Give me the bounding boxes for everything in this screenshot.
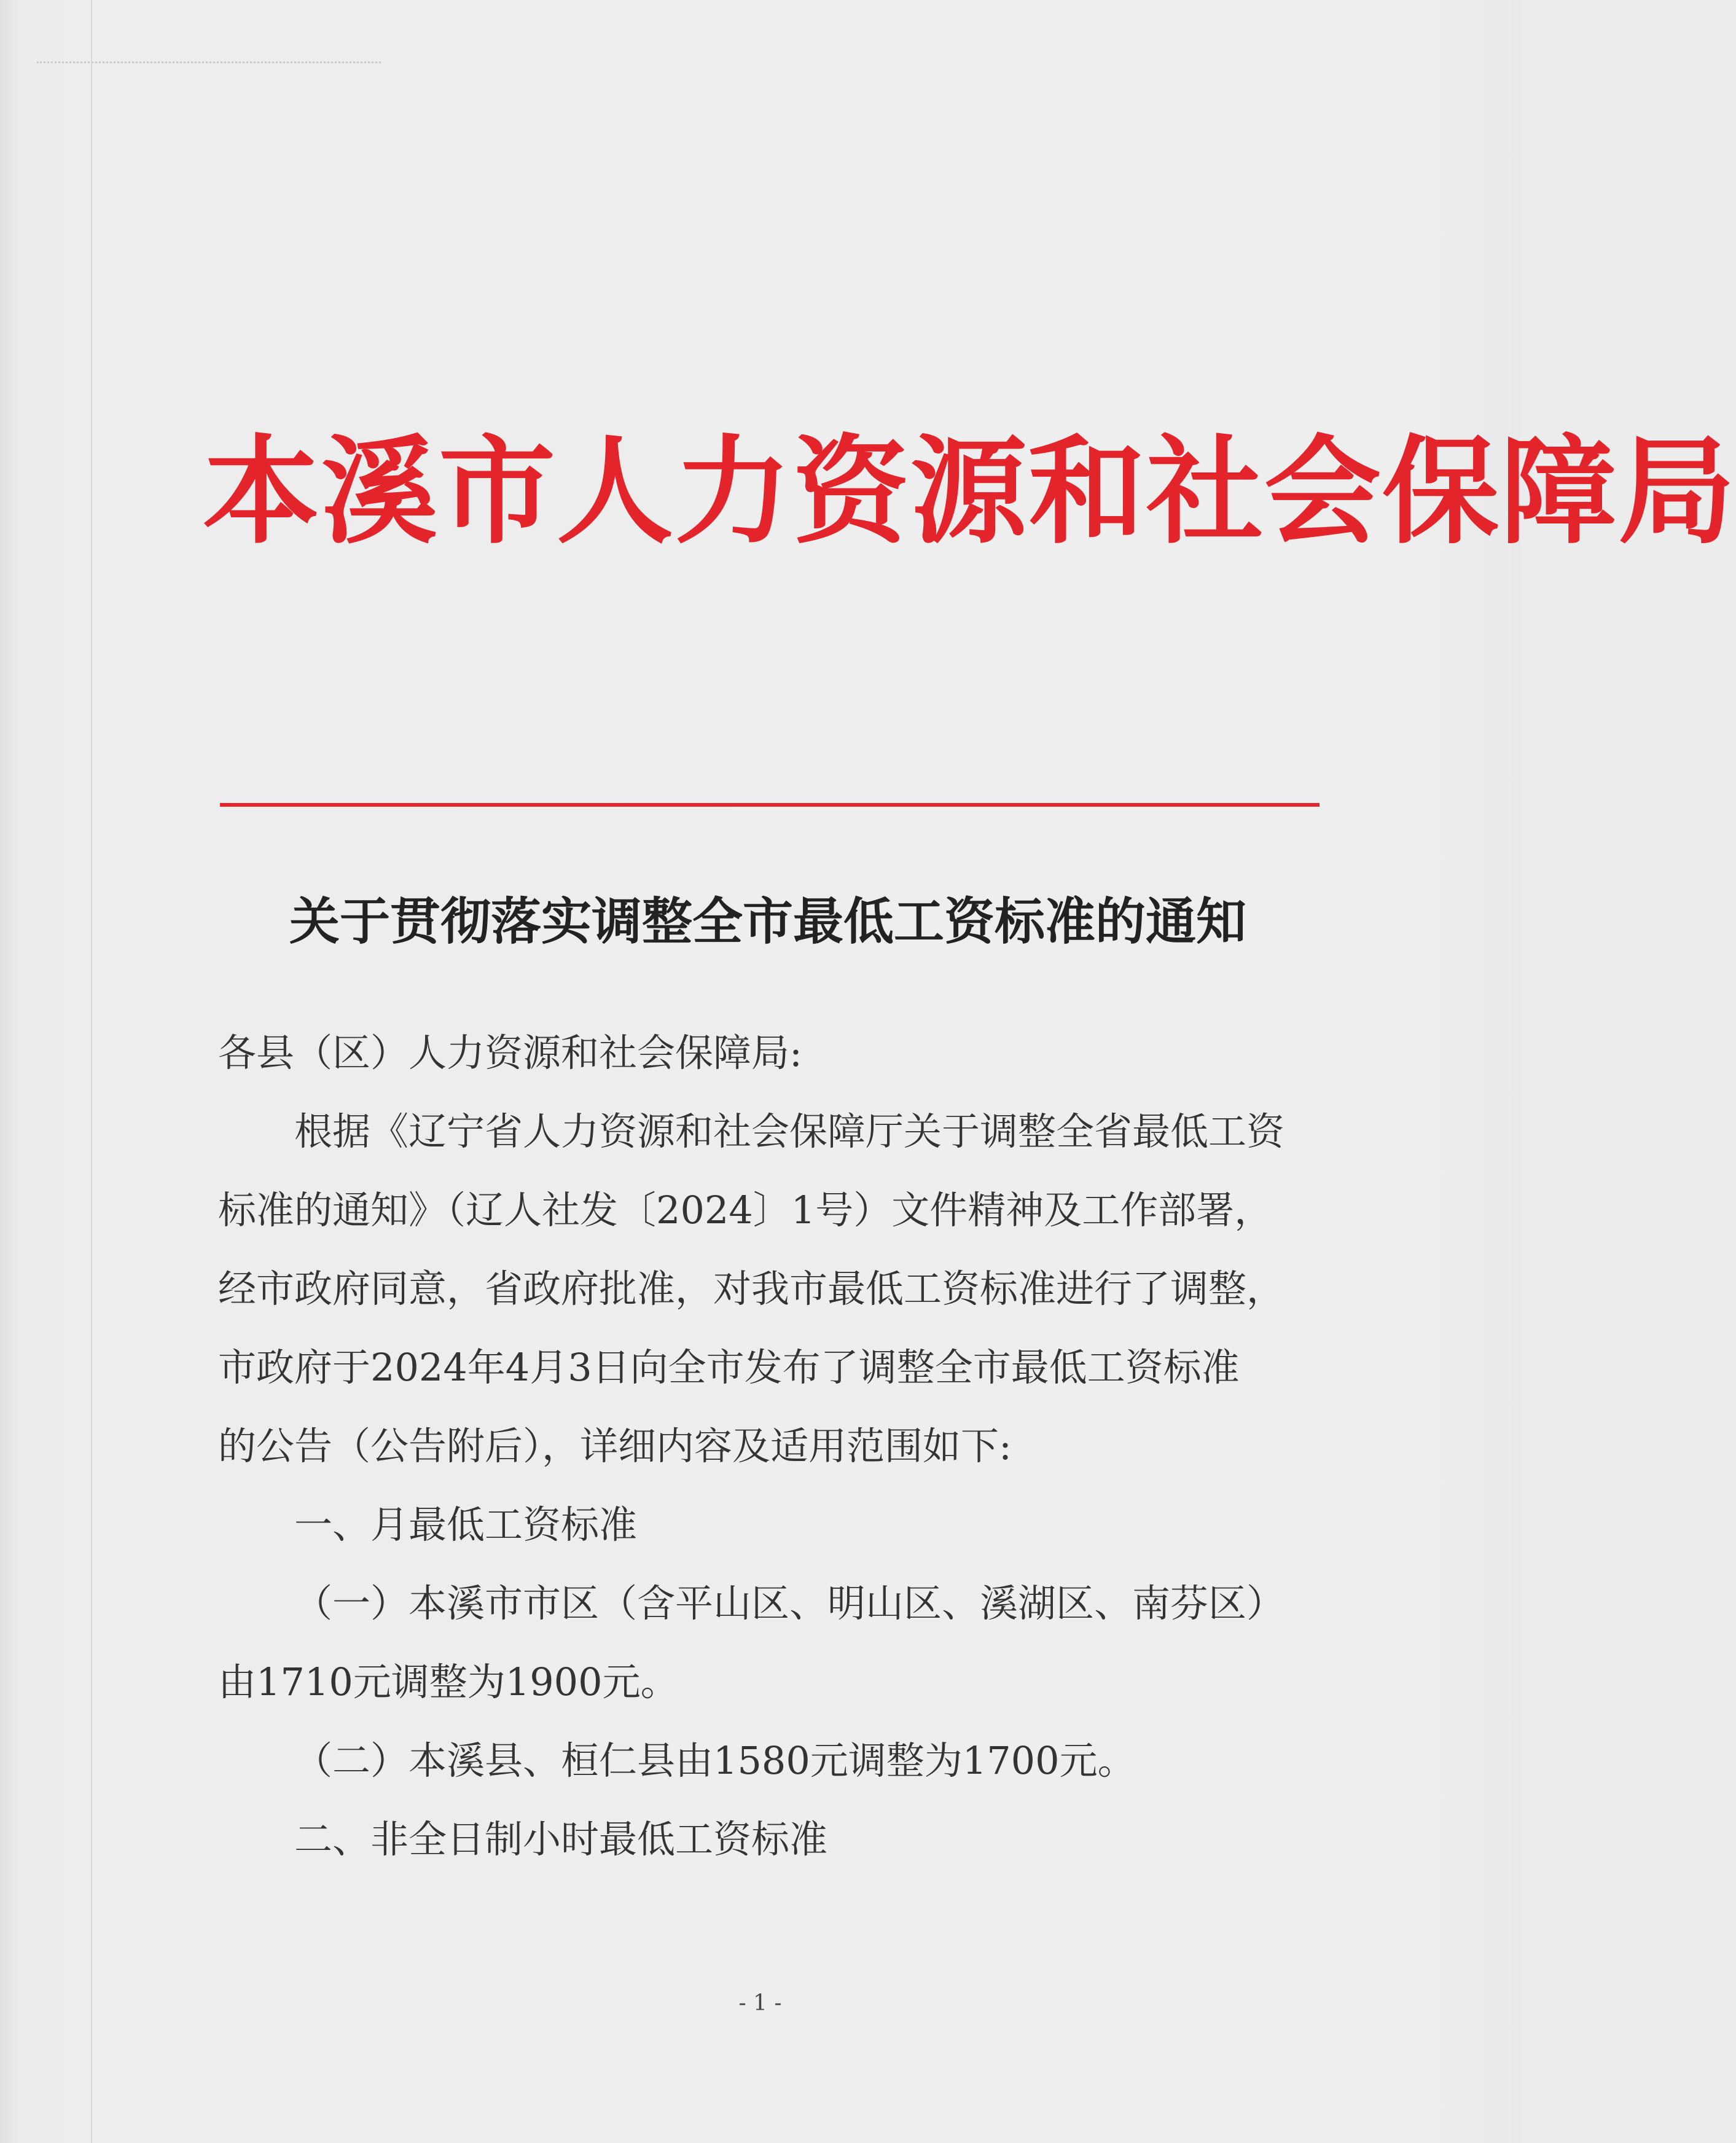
item-urban-districts-continued: 由1710元调整为1900元。 [218,1659,679,1704]
body-line-2: 标准的通知》（辽人社发〔2024〕1号）文件精神及工作部署， [218,1188,1273,1232]
letterhead-red-rule [220,803,1320,807]
scan-left-edge [91,0,92,2143]
letterhead-organization: 本溪市人力资源和社会保障局 [203,423,1736,560]
body-line-3: 经市政府同意，省政府批准，对我市最低工资标准进行了调整， [218,1266,1285,1311]
document-title: 关于贯彻落实调整全市最低工资标准的通知 [289,892,1246,951]
body-line-4: 市政府于2024年4月3日向全市发布了调整全市最低工资标准 [218,1345,1240,1390]
item-urban-districts: （一）本溪市市区（含平山区、明山区、溪湖区、南芬区） [294,1581,1285,1626]
body-line-1: 根据《辽宁省人力资源和社会保障厅关于调整全省最低工资 [294,1109,1285,1154]
item-counties: （二）本溪县、桓仁县由1580元调整为1700元。 [294,1738,1136,1783]
body-line-5: 的公告（公告附后），详细内容及适用范围如下: [218,1424,1012,1468]
section-heading-hourly: 二、非全日制小时最低工资标准 [294,1817,828,1862]
addressee-line: 各县（区）人力资源和社会保障局: [218,1030,802,1075]
page-number: - 1 - [738,1991,782,2016]
scan-artifact-dots [37,61,381,63]
section-heading-monthly: 一、月最低工资标准 [294,1502,638,1547]
document-body [218,1014,1355,1879]
